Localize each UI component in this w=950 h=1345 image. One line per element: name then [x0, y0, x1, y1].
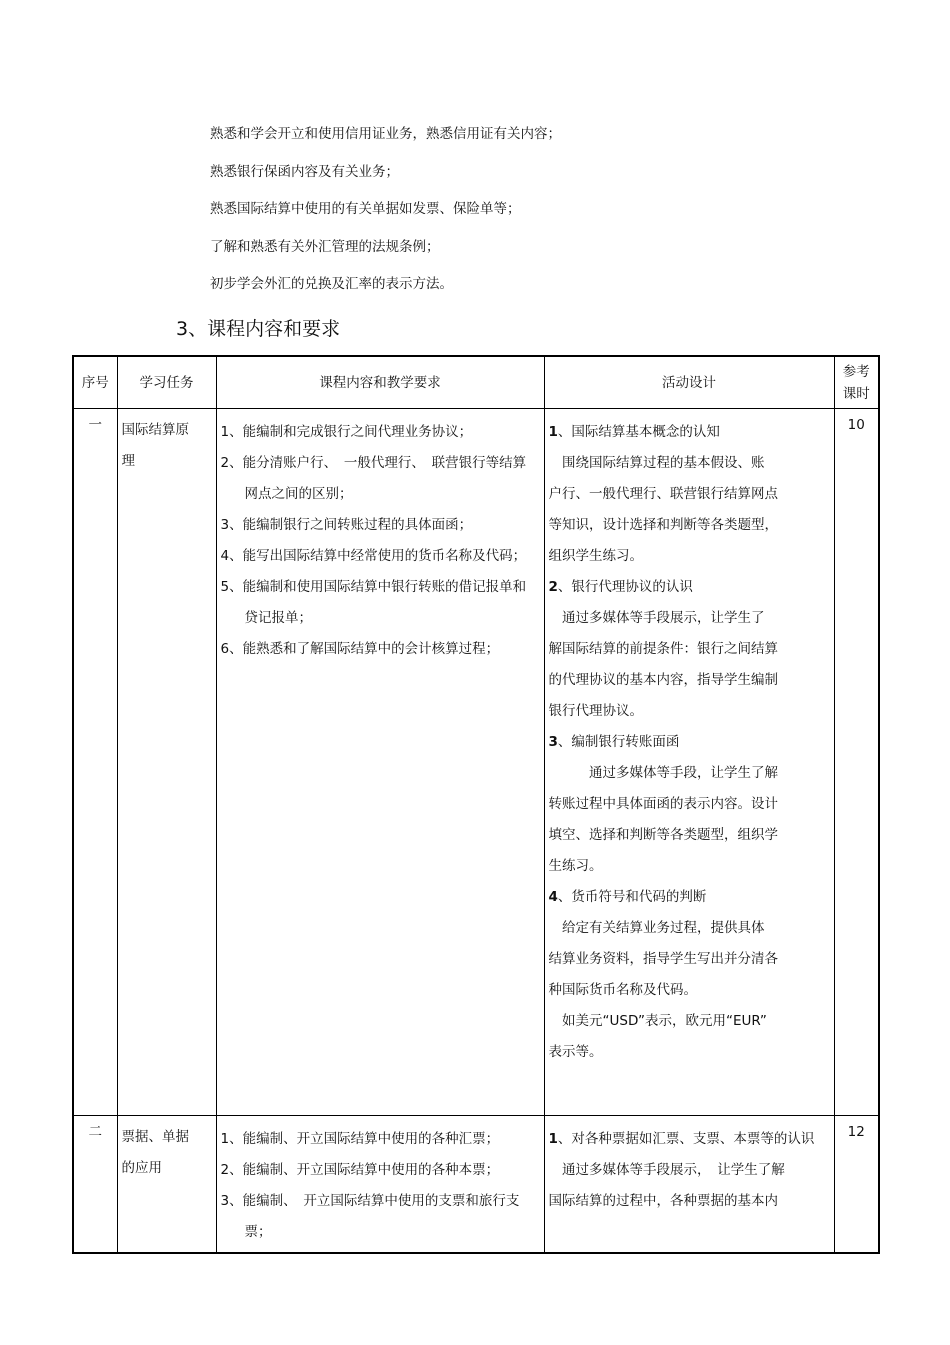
- intro-line: 熟悉和学会开立和使用信用证业务，熟悉信用证有关内容；: [210, 126, 561, 142]
- task-line: 理: [121, 453, 135, 469]
- requirement-item: 5、能编制和使用国际结算中银行转账的借记报单和贷记报单；: [220, 579, 527, 626]
- activity-line: 种国际货币名称及代码。: [548, 982, 697, 998]
- activity-title-text: 、国际结算基本概念的认知: [557, 424, 720, 440]
- requirement-item: 3、能编制银行之间转账过程的具体面函；: [220, 517, 473, 533]
- requirement-item: 1、能编制和完成银行之间代理业务协议；: [220, 424, 473, 440]
- row-activities: [544, 409, 834, 1116]
- activity-line: 的代理协议的基本内容，指导学生编制: [548, 672, 778, 688]
- activity-line: 通过多媒体等手段展示，让学生了: [548, 610, 765, 626]
- header-activity: 活动设计: [544, 356, 834, 409]
- header-content: 课程内容和教学要求: [216, 356, 544, 409]
- activity-line: 给定有关结算业务过程，提供具体: [548, 920, 765, 936]
- activity-line: 通过多媒体等手段展示， 让学生了解: [548, 1162, 785, 1178]
- activity-title: [549, 727, 830, 758]
- row-requirements: [216, 409, 544, 1116]
- header-no: 序号: [73, 356, 117, 409]
- table-header-row: [73, 356, 879, 409]
- activity-title-text: 、对各种票据如汇票、支票、本票等的认识: [557, 1131, 815, 1147]
- course-content-table: [72, 355, 880, 1254]
- row-task: [117, 409, 216, 1116]
- requirement-item: 3、能编制、 开立国际结算中使用的支票和旅行支票；: [220, 1193, 520, 1240]
- activity-title-text: 、银行代理协议的认识: [557, 579, 693, 595]
- activity-title: [549, 572, 830, 603]
- activity-number: 4: [548, 889, 558, 905]
- activity-number: 2: [548, 579, 558, 595]
- requirement-item: 6、能熟悉和了解国际结算中的会计核算过程；: [220, 641, 500, 657]
- activity-title: [549, 417, 830, 448]
- row-requirements: [216, 1116, 544, 1254]
- intro-line: 了解和熟悉有关外汇管理的法规条例；: [210, 238, 440, 255]
- task-line: 的应用: [121, 1160, 162, 1176]
- activity-line: 表示等。: [548, 1044, 603, 1060]
- table-row: [73, 1116, 879, 1254]
- intro-text: [210, 124, 561, 312]
- activity-number: 1: [548, 1131, 558, 1147]
- row-hours: 10: [834, 409, 879, 1116]
- intro-line: 熟悉银行保函内容及有关业务；: [210, 163, 399, 180]
- requirement-item: 2、能编制、开立国际结算中使用的各种本票；: [220, 1162, 500, 1178]
- intro-line: 熟悉国际结算中使用的有关单据如发票、保险单等；: [210, 201, 521, 217]
- header-hours-line: 课时: [842, 385, 870, 402]
- activity-number: 3: [548, 734, 558, 750]
- header-task: 学习任务: [117, 356, 216, 409]
- table-row: [73, 409, 879, 1116]
- activity-line: 解国际结算的前提条件：银行之间结算: [548, 641, 778, 657]
- header-hours-line: 参考: [842, 363, 870, 380]
- activity-line: 生练习。: [548, 858, 603, 874]
- activity-line: 等知识，设计选择和判断等各类题型，: [548, 517, 778, 533]
- activity-line: 国际结算的过程中，各种票据的基本内: [548, 1193, 778, 1209]
- activity-line: 转账过程中具体面函的表示内容。设计: [548, 796, 778, 812]
- activity-title-text: 、货币符号和代码的判断: [557, 889, 707, 905]
- task-line: 国际结算原: [121, 422, 189, 438]
- activity-title: [549, 882, 830, 913]
- row-activities: [544, 1116, 834, 1254]
- activity-line: 结算业务资料，指导学生写出并分清各: [548, 951, 778, 967]
- task-line: 票据、单据: [121, 1129, 189, 1145]
- intro-line: 初步学会外汇的兑换及汇率的表示方法。: [210, 276, 453, 292]
- row-no: 二: [73, 1116, 117, 1254]
- activity-line: 通过多媒体等手段，让学生了解: [548, 765, 778, 781]
- row-no: 一: [73, 409, 117, 1116]
- row-hours: 12: [834, 1116, 879, 1254]
- activity-line: 组织学生练习。: [548, 548, 643, 564]
- requirement-item: 4、能写出国际结算中经常使用的货币名称及代码；: [220, 548, 527, 564]
- requirement-item: 1、能编制、开立国际结算中使用的各种汇票；: [220, 1131, 500, 1147]
- activity-line: 如美元“USD”表示，欧元用“EUR”: [548, 1013, 767, 1029]
- section-heading: 3、课程内容和要求: [176, 318, 341, 340]
- row-task: [117, 1116, 216, 1254]
- activity-title-text: 、编制银行转账面函: [557, 734, 680, 750]
- header-hours: [834, 356, 879, 409]
- activity-number: 1: [548, 424, 558, 440]
- activity-line: 围绕国际结算过程的基本假设、账: [548, 455, 765, 471]
- activity-line: 银行代理协议。: [548, 703, 643, 719]
- activity-line: 户行、一般代理行、联营银行结算网点: [548, 486, 778, 502]
- requirement-item: 2、能分清账户行、 一般代理行、 联营银行等结算网点之间的区别；: [220, 455, 527, 502]
- activity-line: 填空、选择和判断等各类题型，组织学: [548, 827, 778, 843]
- activity-title: [549, 1124, 830, 1155]
